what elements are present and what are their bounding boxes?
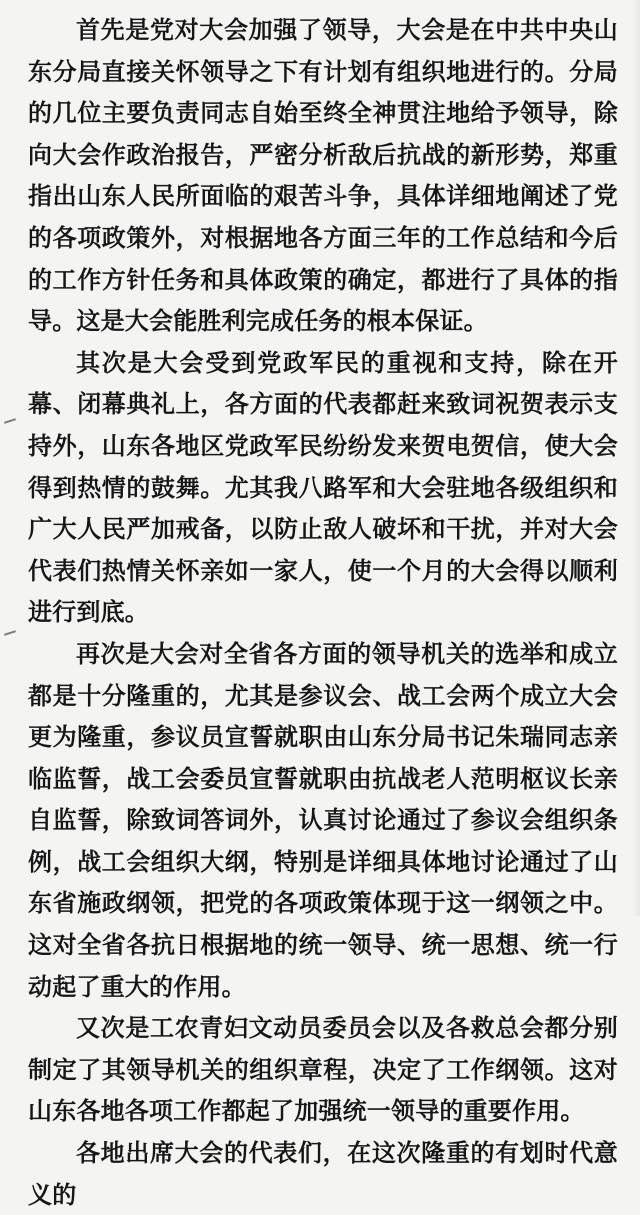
paragraph-committees: 又次是工农青妇文动员委员会以及各救总会都分别制定了其领导机关的组织章程，决定了工作纲领。这对山东各地各项工作都起了加强统一领导的重要作用。 — [28, 1013, 618, 1126]
paragraph-delegates: 各地出席大会的代表们，在这次隆重的有划时代意义的 — [28, 1138, 618, 1209]
page-edge-shade — [632, 0, 640, 916]
paragraph-elections: 再次是大会对全省各方面的领导机关的选举和成立都是十分隆重的，尤其是参议会、战工会两个成立大会更为隆重，参议员宣誓就职由山东分局书记朱瑞同志亲临监誓，战工会委员宣誓就职由抗战老人范明枢议长亲自监誓，除致词答词外，认真讨论通过了参议会组织条例，战工会组织大纲，特别是详细具体地讨论通过了山东省施政纲领，把党的各项政策体现于这一纲领之中。这对全省各抗日根据地的统一领导、统一思想、统一行动起了重大的作用。 — [28, 638, 618, 1001]
paragraph-support: 其次是大会受到党政军民的重视和支持，除在开幕、闭幕典礼上，各方面的代表都赶来致词祝贺表示支持外，山东各地区党政军民纷纷发来贺电贺信，使大会得到热情的鼓舞。尤其我八路军和大会驻地各级组织和广大人民严加戒备，以防止敌人破坏和干扰，并对大会代表们热情关怀亲如一家人，使一个月的大会得以顺利进行到底。 — [28, 347, 618, 627]
paragraph-leadership: 首先是党对大会加强了领导，大会是在中共中央山东分局直接关怀领导之下有计划有组织地进行的。分局的几位主要负责同志自始至终全神贯注地给予领导，除向大会作政治报告，严密分析敌后抗战的新形势，郑重指出山东人民所面临的艰苦斗争，具体详细地阐述了党的各项政策外，对根据地各方面三年的工作总结和今后的工作方针任务和具体政策的确定，都进行了具体的指导。这是大会能胜利完成任务的根本保证。 — [28, 15, 618, 336]
